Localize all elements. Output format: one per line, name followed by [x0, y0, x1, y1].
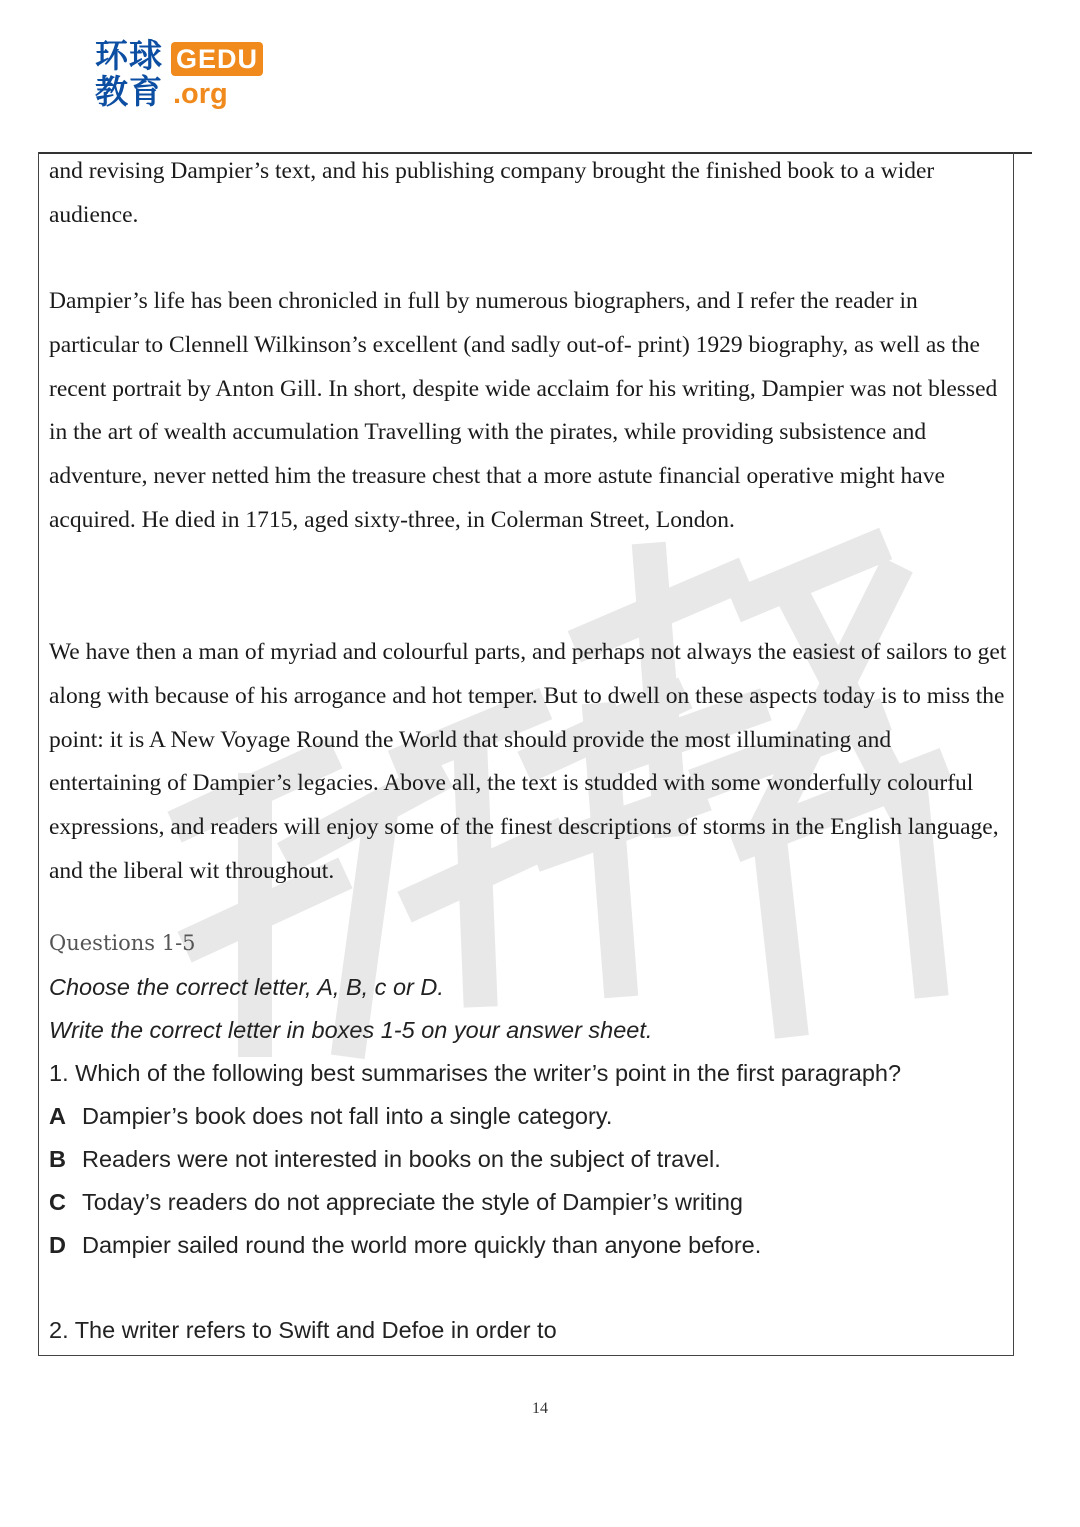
- question-1-option-b: [49, 1143, 721, 1175]
- option-letter: D: [49, 1232, 66, 1258]
- logo-chinese-text: [95, 38, 163, 110]
- option-letter: C: [49, 1189, 66, 1215]
- passage-paragraph-1: and revising Dampier’s text, and his publishing company brought the finished book to a wider audience.: [49, 158, 935, 228]
- question-1: 1. Which of the following best summarises the writer’s point in the first paragraph?: [49, 1060, 902, 1086]
- question-2: 2. The writer refers to Swift and Defoe in order to: [49, 1317, 557, 1343]
- option-letter: A: [49, 1103, 66, 1129]
- option-text: Today’s readers do not appreciate the style of Dampier’s writing: [82, 1189, 743, 1215]
- passage-box: [38, 152, 1014, 1356]
- passage-paragraph-2: Dampier’s life has been chronicled in full by numerous biographers, and I refer the reader in particular to Clennell Wilkinson’s excellent (and sadly out-of- print) 1929 biography, as well as the recent portrait by Anton Gill. In short, despite wide acclaim for his writing, Dampier was not blessed in the art of wealth accumulation Travelling with the pirates, while providing subsistence and adventure, never netted him the treasure chest that a more astute financial operative might have acquired. He died in 1715, aged sixty-three, in Colerman Street, London.: [49, 288, 998, 533]
- page-number: 14: [532, 1400, 548, 1417]
- option-text: Dampier sailed round the world more quickly than anyone before.: [82, 1232, 762, 1258]
- logo-gedu-badge: GEDU: [171, 42, 263, 76]
- question-1-option-c: [49, 1186, 743, 1218]
- passage-paragraph-3: We have then a man of myriad and colourful parts, and perhaps not always the easiest of sailors to get along with because of his arrogance and hot temper. But to dwell on these aspects today is to miss the point: it is A New Voyage Round the World that should provide the most illuminating and entertaining of Dampier’s legacies. Above all, the text is studded with some wonderfully colourful expressions, and readers will enjoy some of the finest descriptions of storms in the English language, and the liberal wit throughout.: [49, 639, 1007, 884]
- logo-domain: .org: [173, 78, 228, 110]
- questions-heading: Questions 1-5: [49, 931, 196, 955]
- option-text: Dampier’s book does not fall into a single category.: [82, 1103, 613, 1129]
- logo-cn-line2: 教育: [95, 72, 163, 111]
- question-1-option-a: [49, 1100, 612, 1132]
- question-1-option-d: [49, 1229, 761, 1261]
- gedu-logo: [95, 38, 270, 116]
- logo-cn-line1: 环球: [95, 36, 163, 75]
- questions-instruction-1: Choose the correct letter, A, B, c or D.: [49, 974, 444, 1000]
- questions-instruction-2: Write the correct letter in boxes 1-5 on your answer sheet.: [49, 1017, 653, 1043]
- option-text: Readers were not interested in books on the subject of travel.: [82, 1146, 721, 1172]
- option-letter: B: [49, 1146, 66, 1172]
